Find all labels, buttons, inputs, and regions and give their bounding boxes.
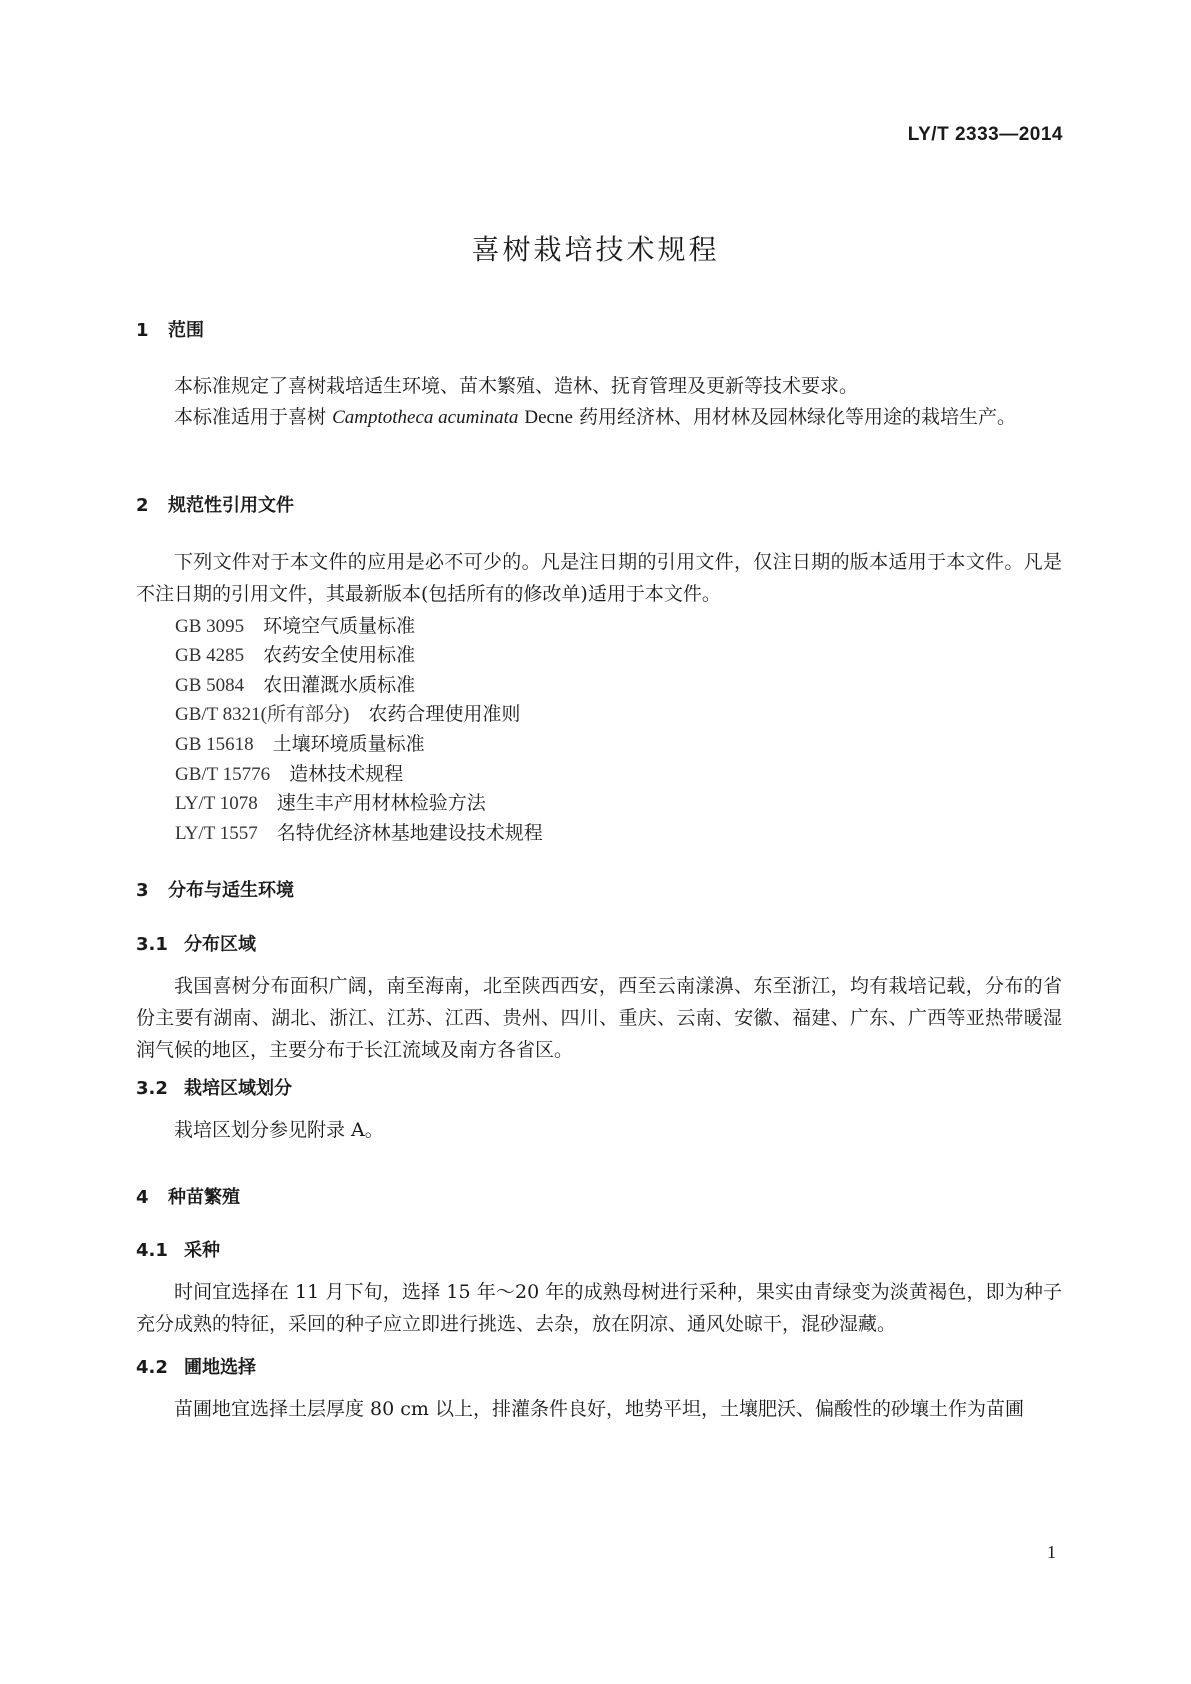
reference-code: GB 4285: [175, 645, 245, 666]
reference-code: GB 15618: [175, 734, 254, 755]
nursery-paragraph: 苗圃地宜选择土层厚度 80 cm 以上，排灌条件良好，地势平坦，土壤肥沃、偏酸性的砂壤土作为苗圃: [174, 1398, 1024, 1420]
reference-code: GB/T 15776: [175, 764, 271, 785]
page-number: 1: [1047, 1542, 1056, 1562]
scope-text-a: 本标准适用于喜树: [174, 406, 327, 428]
subsection-heading-3-1: [136, 930, 256, 956]
reference-item: [175, 818, 543, 845]
reference-code: GB/T 8321(所有部分): [175, 704, 350, 725]
section-title: 规范性引用文件: [168, 495, 294, 516]
species-author: Decne: [524, 407, 573, 428]
section-number: 2: [136, 495, 149, 516]
scope-paragraph-1: 本标准规定了喜树栽培适生环境、苗木繁殖、造林、抚育管理及更新等技术要求。: [174, 375, 859, 397]
subsection-number: 3.1: [136, 934, 168, 955]
reference-item: [175, 640, 415, 667]
references-intro: 下列文件对于本文件的应用是必不可少的。凡是注日期的引用文件，仅注日期的版本适用于本文件。凡是不注日期的引用文件，其最新版本(包括所有的修改单)适用于本文件。: [136, 551, 1062, 605]
reference-code: LY/T 1078: [175, 793, 258, 814]
reference-item: [175, 759, 403, 786]
reference-item: [175, 788, 486, 815]
seed-collection-paragraph: 时间宜选择在 11 月下旬，选择 15 年～20 年的成熟母树进行采种，果实由青绿变为淡黄褐色，即为种子充分成熟的特征，采回的种子应立即进行挑选、去杂，放在阴凉、通风处晾干，混砂湿藏。: [136, 1281, 1062, 1335]
reference-item: [175, 611, 415, 638]
reference-name: 农药安全使用标准: [263, 644, 416, 666]
scope-text-b: 药用经济林、用材林及园林绿化等用途的栽培生产。: [578, 406, 1016, 428]
section-heading-1: [136, 316, 204, 342]
reference-name: 环境空气质量标准: [263, 615, 416, 637]
section-heading-4: [136, 1183, 240, 1209]
section-heading-2: [136, 491, 294, 517]
subsection-heading-4-2: [136, 1353, 256, 1379]
reference-code: LY/T 1557: [175, 823, 258, 844]
zoning-paragraph: 栽培区划分参见附录 A。: [174, 1119, 384, 1141]
subsection-heading-3-2: [136, 1074, 292, 1100]
reference-name: 农药合理使用准则: [368, 703, 521, 725]
section-title: 范围: [168, 320, 204, 341]
reference-name: 速生丰产用材林检验方法: [276, 792, 486, 814]
reference-name: 名特优经济林基地建设技术规程: [276, 822, 543, 844]
subsection-title: 分布区域: [184, 934, 256, 955]
section-number: 3: [136, 880, 149, 901]
section-title: 种苗繁殖: [168, 1187, 240, 1208]
reference-name: 土壤环境质量标准: [272, 733, 425, 755]
subsection-number: 3.2: [136, 1078, 168, 1099]
distribution-paragraph: 我国喜树分布面积广阔，南至海南，北至陕西西安，西至云南漾濞、东至浙江，均有栽培记载，分布的省份主要有湖南、湖北、浙江、江苏、江西、贵州、四川、重庆、云南、安徽、福建、广东、广西等亚热带暖湿润气候的地区，主要分布于长江流域及南方各省区。: [136, 975, 1062, 1061]
reference-item: [175, 699, 520, 726]
section-number: 1: [136, 320, 149, 341]
document-number: LY/T 2333—2014: [907, 124, 1063, 145]
species-name: Camptotheca acuminata: [332, 407, 519, 428]
subsection-title: 圃地选择: [184, 1357, 256, 1378]
reference-name: 农田灌溉水质标准: [263, 674, 416, 696]
reference-code: GB 5084: [175, 675, 245, 696]
scope-paragraph-2: [136, 401, 1062, 434]
reference-code: GB 3095: [175, 616, 245, 637]
subsection-number: 4.2: [136, 1357, 168, 1378]
reference-item: [175, 670, 415, 697]
section-title: 分布与适生环境: [168, 880, 294, 901]
page-title: 喜树栽培技术规程: [471, 233, 720, 266]
reference-item: [175, 729, 425, 756]
section-heading-3: [136, 876, 294, 902]
subsection-title: 栽培区域划分: [184, 1078, 292, 1099]
subsection-heading-4-1: [136, 1236, 220, 1262]
subsection-number: 4.1: [136, 1240, 168, 1261]
subsection-title: 采种: [184, 1240, 220, 1261]
reference-name: 造林技术规程: [289, 763, 404, 785]
section-number: 4: [136, 1187, 149, 1208]
